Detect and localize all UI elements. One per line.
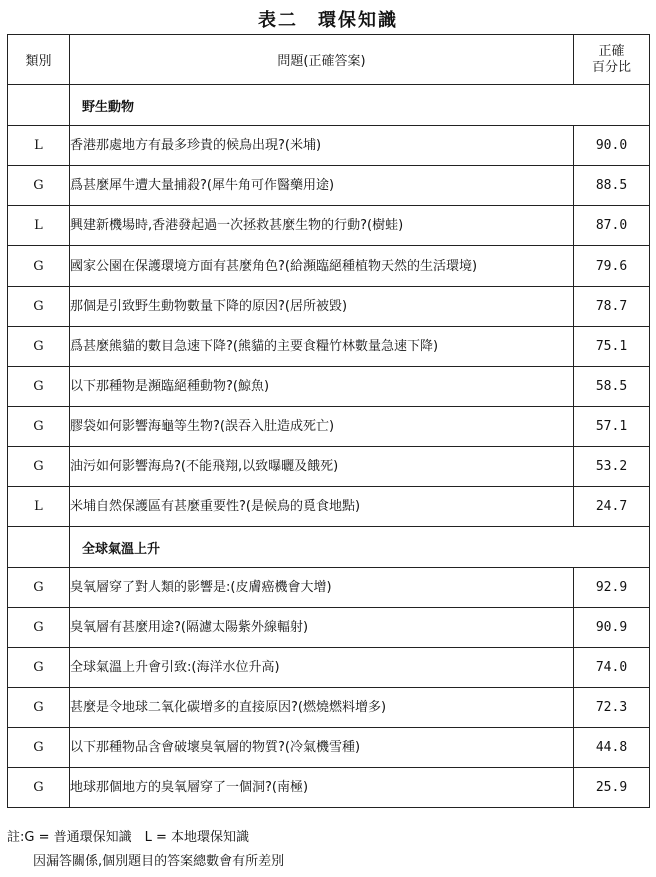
category-cell: G <box>8 768 70 808</box>
table-row <box>8 367 650 407</box>
table-header-row <box>8 35 650 85</box>
table-row <box>8 206 650 246</box>
category-cell: G <box>8 608 70 648</box>
table-row <box>8 287 650 327</box>
percent-cell: 25.9 <box>574 768 650 808</box>
question-cell: 地球那個地方的臭氧層穿了一個洞?(南極) <box>70 768 574 808</box>
note-missing-answers: 因漏答關係,個別題目的答案總數會有所差別 <box>33 854 285 869</box>
percent-cell: 92.9 <box>574 568 650 608</box>
question-cell: 香港那處地方有最多珍貴的候鳥出現?(米埔) <box>70 126 574 166</box>
section-title: 全球氣溫上升 <box>70 527 574 568</box>
question-cell: 興建新機場時,香港發起過一次拯救甚麼生物的行動?(樹蛙) <box>70 206 574 246</box>
section-category-cell <box>8 85 70 126</box>
category-cell: G <box>8 166 70 206</box>
percent-cell: 75.1 <box>574 327 650 367</box>
category-cell: L <box>8 206 70 246</box>
percent-cell: 58.5 <box>574 367 650 407</box>
section-percent-cell <box>574 85 650 126</box>
question-cell: 爲甚麼犀牛遭大量捕殺?(犀牛角可作醫藥用途) <box>70 166 574 206</box>
percent-cell: 78.7 <box>574 287 650 327</box>
percent-cell: 87.0 <box>574 206 650 246</box>
question-cell: 全球氣溫上升會引致:(海洋水位升高) <box>70 648 574 688</box>
category-cell: G <box>8 568 70 608</box>
percent-cell: 44.8 <box>574 728 650 768</box>
question-cell: 膠袋如何影響海龜等生物?(誤吞入肚造成死亡) <box>70 407 574 447</box>
table-body <box>8 85 650 808</box>
table-notes <box>7 826 284 874</box>
question-cell: 油污如何影響海鳥?(不能飛翔,以致曝曬及餓死) <box>70 447 574 487</box>
question-column-header: 問題(正確答案) <box>70 35 574 85</box>
question-cell: 那個是引致野生動物數量下降的原因?(居所被毀) <box>70 287 574 327</box>
category-cell: G <box>8 407 70 447</box>
category-cell: G <box>8 648 70 688</box>
category-cell: G <box>8 447 70 487</box>
percent-cell: 90.9 <box>574 608 650 648</box>
table-row <box>8 327 650 367</box>
table-row <box>8 126 650 166</box>
table-row <box>8 447 650 487</box>
question-cell: 甚麼是令地球二氧化碳增多的直接原因?(燃燒燃料增多) <box>70 688 574 728</box>
table-row <box>8 487 650 527</box>
percent-cell: 53.2 <box>574 447 650 487</box>
category-column-header: 類別 <box>8 35 70 85</box>
section-percent-cell <box>574 527 650 568</box>
question-cell: 以下那種物是瀕臨絕種動物?(鯨魚) <box>70 367 574 407</box>
question-cell: 米埔自然保護區有甚麼重要性?(是候鳥的覓食地點) <box>70 487 574 527</box>
table-row <box>8 166 650 206</box>
percent-cell: 79.6 <box>574 246 650 287</box>
percent-cell: 74.0 <box>574 648 650 688</box>
percent-cell: 88.5 <box>574 166 650 206</box>
section-header-row <box>8 85 650 126</box>
note-legend: 註:G = 普通環保知識 L = 本地環保知識 <box>7 830 250 845</box>
percent-header-line1: 正確 <box>598 43 625 59</box>
percent-header-line2: 百分比 <box>591 59 631 75</box>
section-header-row <box>8 527 650 568</box>
page-title: 表二 環保知識 <box>258 10 398 31</box>
percent-cell: 72.3 <box>574 688 650 728</box>
category-cell: G <box>8 327 70 367</box>
table-row <box>8 568 650 608</box>
category-cell: G <box>8 287 70 327</box>
category-cell: G <box>8 728 70 768</box>
section-title: 野生動物 <box>70 85 574 126</box>
question-cell: 國家公園在保護環境方面有甚麼角色?(給瀕臨絕種植物天然的生活環境) <box>70 246 574 287</box>
percent-cell: 24.7 <box>574 487 650 527</box>
environmental-knowledge-table <box>7 34 650 808</box>
table-row <box>8 648 650 688</box>
question-cell: 以下那種物品含會破壞臭氧層的物質?(冷氣機雪種) <box>70 728 574 768</box>
category-cell: L <box>8 487 70 527</box>
question-cell: 臭氧層有甚麼用途?(隔濾太陽紫外線輻射) <box>70 608 574 648</box>
question-cell: 爲甚麼熊貓的數目急速下降?(熊貓的主要食糧竹林數量急速下降) <box>70 327 574 367</box>
table-row <box>8 688 650 728</box>
table-row <box>8 407 650 447</box>
table-row <box>8 768 650 808</box>
section-category-cell <box>8 527 70 568</box>
category-cell: L <box>8 126 70 166</box>
percent-column-header <box>574 35 650 85</box>
table-row <box>8 608 650 648</box>
category-cell: G <box>8 246 70 287</box>
question-cell: 臭氧層穿了對人類的影響是:(皮膚癌機會大增) <box>70 568 574 608</box>
percent-cell: 90.0 <box>574 126 650 166</box>
percent-cell: 57.1 <box>574 407 650 447</box>
table-row <box>8 246 650 287</box>
category-cell: G <box>8 367 70 407</box>
table-row <box>8 728 650 768</box>
category-cell: G <box>8 688 70 728</box>
